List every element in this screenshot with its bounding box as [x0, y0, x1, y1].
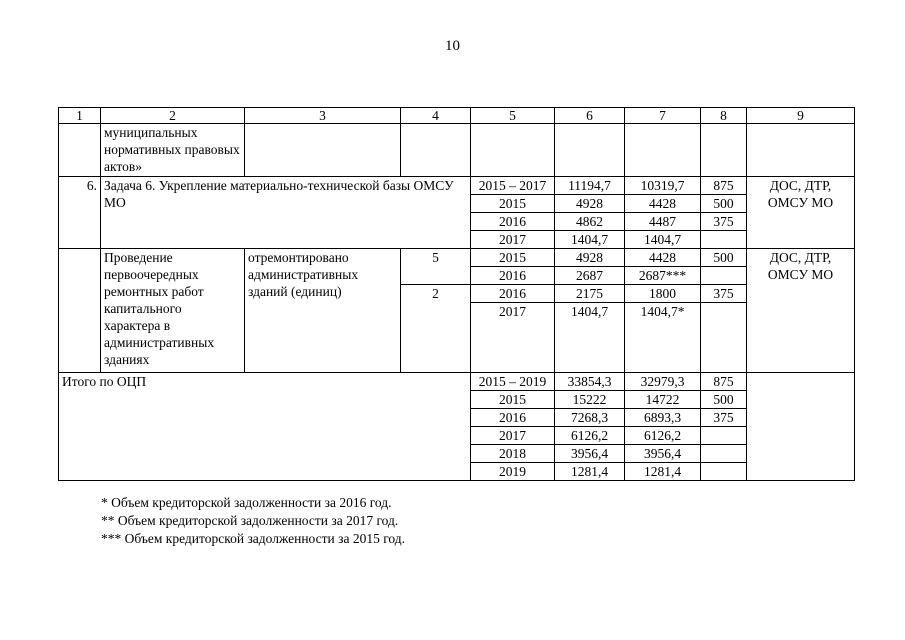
- header-cell: 3: [245, 108, 401, 124]
- continuation-row: [59, 124, 855, 177]
- value-cell: [701, 231, 747, 249]
- value-cell: 33854,3: [555, 373, 625, 391]
- total-label: Итого по ОЦП: [59, 373, 471, 481]
- activity-quantity: 2: [401, 285, 471, 373]
- value-cell: 375: [701, 213, 747, 231]
- value-cell: 32979,3: [625, 373, 701, 391]
- value-cell: 4428: [625, 249, 701, 267]
- table-cell: [701, 124, 747, 177]
- value-cell: 1404,7*: [625, 303, 701, 373]
- value-cell: 1800: [625, 285, 701, 303]
- value-cell: 6126,2: [625, 427, 701, 445]
- value-cell: 1404,7: [625, 231, 701, 249]
- year-cell: 2019: [471, 463, 555, 481]
- table-cell: [59, 124, 101, 177]
- value-cell: 3956,4: [625, 445, 701, 463]
- year-cell: 2015: [471, 195, 555, 213]
- value-cell: 11194,7: [555, 177, 625, 195]
- page-number: 10: [445, 38, 460, 54]
- value-cell: 4428: [625, 195, 701, 213]
- table-cell: [625, 124, 701, 177]
- value-cell: 7268,3: [555, 409, 625, 427]
- value-cell: 4928: [555, 195, 625, 213]
- value-cell: 875: [701, 177, 747, 195]
- footnote: * Объем кредиторской задолженности за 2016 год.: [101, 495, 392, 510]
- value-cell: 2175: [555, 285, 625, 303]
- task6-row: [59, 177, 855, 195]
- value-cell: 500: [701, 195, 747, 213]
- year-cell: 2017: [471, 427, 555, 445]
- value-cell: 10319,7: [625, 177, 701, 195]
- value-cell: 375: [701, 285, 747, 303]
- table-cell: [471, 124, 555, 177]
- activity-executors: ДОС, ДТР, ОМСУ МО: [747, 249, 855, 373]
- value-cell: [701, 267, 747, 285]
- task6-executors: ДОС, ДТР, ОМСУ МО: [747, 177, 855, 249]
- table-cell: [747, 373, 855, 481]
- year-cell: 2016: [471, 409, 555, 427]
- value-cell: 2687: [555, 267, 625, 285]
- activity-row: [59, 249, 855, 267]
- value-cell: 3956,4: [555, 445, 625, 463]
- header-cell: 9: [747, 108, 855, 124]
- value-cell: [701, 303, 747, 373]
- activity-name: Проведение первоочередных ремонтных работ капитального характера в административных зданиях: [101, 249, 245, 373]
- value-cell: 1404,7: [555, 303, 625, 373]
- footnote: *** Объем кредиторской задолженности за 2015 год.: [101, 531, 406, 546]
- value-cell: 875: [701, 373, 747, 391]
- footnote: ** Объем кредиторской задолженности за 2017 год.: [101, 513, 399, 528]
- value-cell: 4862: [555, 213, 625, 231]
- value-cell: 500: [701, 249, 747, 267]
- value-cell: 2687***: [625, 267, 701, 285]
- year-cell: 2016: [471, 213, 555, 231]
- year-cell: 2015 – 2017: [471, 177, 555, 195]
- header-cell: 1: [59, 108, 101, 124]
- year-cell: 2018: [471, 445, 555, 463]
- task6-name: Задача 6. Укрепление материально-технической базы ОМСУ МО: [101, 177, 471, 249]
- value-cell: 4928: [555, 249, 625, 267]
- value-cell: 14722: [625, 391, 701, 409]
- value-cell: 6893,3: [625, 409, 701, 427]
- value-cell: 1281,4: [625, 463, 701, 481]
- year-cell: 2016: [471, 267, 555, 285]
- value-cell: 375: [701, 409, 747, 427]
- value-cell: 15222: [555, 391, 625, 409]
- column-number-row: [59, 108, 855, 124]
- value-cell: 4487: [625, 213, 701, 231]
- value-cell: 1281,4: [555, 463, 625, 481]
- header-cell: 2: [101, 108, 245, 124]
- value-cell: 500: [701, 391, 747, 409]
- year-cell: 2015: [471, 391, 555, 409]
- total-row: [59, 373, 855, 391]
- program-table: [58, 107, 855, 481]
- table-cell: [59, 249, 101, 373]
- task6-number: 6.: [59, 177, 101, 249]
- header-cell: 4: [401, 108, 471, 124]
- year-cell: 2016: [471, 285, 555, 303]
- header-cell: 6: [555, 108, 625, 124]
- table-cell: [747, 124, 855, 177]
- header-cell: 8: [701, 108, 747, 124]
- value-cell: 1404,7: [555, 231, 625, 249]
- year-cell: 2017: [471, 303, 555, 373]
- table-cell: [245, 124, 401, 177]
- activity-quantity: 5: [401, 249, 471, 285]
- year-cell: 2017: [471, 231, 555, 249]
- value-cell: 6126,2: [555, 427, 625, 445]
- year-cell: 2015 – 2019: [471, 373, 555, 391]
- header-cell: 7: [625, 108, 701, 124]
- continuation-name: муниципальных нормативных правовых актов»: [101, 124, 245, 177]
- footnotes: [101, 494, 405, 548]
- table-cell: [401, 124, 471, 177]
- value-cell: [701, 445, 747, 463]
- year-cell: 2015: [471, 249, 555, 267]
- value-cell: [701, 463, 747, 481]
- activity-indicator: отремонтировано административных зданий (единиц): [245, 249, 401, 373]
- header-cell: 5: [471, 108, 555, 124]
- value-cell: [701, 427, 747, 445]
- table-cell: [555, 124, 625, 177]
